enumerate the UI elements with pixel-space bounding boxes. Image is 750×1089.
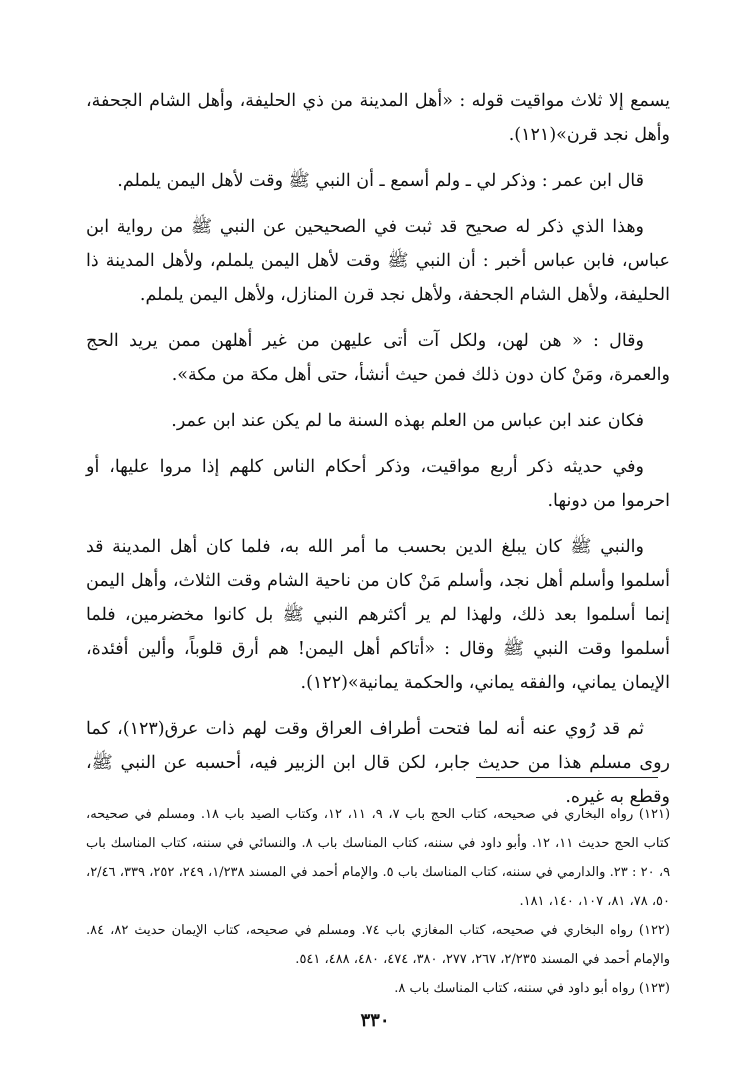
- footnote-121: (١٢١) رواه البخاري في صحيحه، كتاب الحج باب ٧، ٩، ١١، ١٢، وكتاب الصيد باب ١٨. ومسلم في صحيحه، كتاب الحج حديث ١١، ١٢. وأبو داود في سننه، كتاب المناسك باب ٨. والنسائي في سننه، كتاب المناسك باب ٩، ٢٠ : ٢٣. والدارمي في سننه، كتاب المناسك باب ٥. والإمام أحمد في المسند ١/٢٣٨، ٢٤٩، ٢٥٢، ٣٣٩، ٢/٤٦، ٥٠، ٧٨، ٨١، ١٠٧، ١٤٠، ١٨١.: [86, 807, 671, 909]
- footnote-divider: [476, 777, 658, 778]
- paragraph: فكان عند ابن عباس من العلم بهذه السنة ما لم يكن عند ابن عمر.: [171, 411, 644, 431]
- paragraph: ثم قد رُوي عنه أنه لما فتحت أطراف العراق وقت لهم ذات عرق(١٢٣)، كما روى مسلم هذا من حديث جابر، لكن قال ابن الزبير فيه، أحسبه عن النبي ﷺ، وقطع به غيره.: [86, 719, 670, 807]
- footnotes: [86, 800, 670, 1003]
- paragraph: وفي حديثه ذكر أربع مواقيت، وذكر أحكام الناس كلهم إذا مروا عليها، أو احرموا من دونها.: [86, 457, 670, 511]
- footnote-123: (١٢٣) رواه أبو داود في سننه، كتاب المناسك باب ٨.: [394, 981, 670, 996]
- page-number: ٣٣٠: [360, 1010, 390, 1031]
- main-text: [86, 84, 670, 826]
- paragraph: وهذا الذي ذكر له صحيح قد ثبت في الصحيحين عن النبي ﷺ من رواية ابن عباس، فابن عباس أخبر : أن النبي ﷺ وقت لأهل اليمن يلملم، ولأهل المدينة ذا الحليفة، ولأهل الشام الجحفة، ولأهل نجد قرن المنازل، ولأهل اليمن يلملم.: [86, 217, 670, 305]
- paragraph: والنبي ﷺ كان يبلغ الدين بحسب ما أمر الله به، فلما كان أهل المدينة قد أسلموا وأسلم أهل نجد، وأسلم مَنْ كان من ناحية الشام وقت الثلاث، وأهل اليمن إنما أسلموا بعد ذلك، ولهذا لم ير أكثرهم النبي ﷺ بل كانوا مخضرمين، فلما أسلموا وقت النبي ﷺ وقال : «أتاكم أهل اليمن! هم أرق قلوباً، وألين أفئدة، الإيمان يماني، والفقه يماني، والحكمة يمانية»(١٢٢).: [86, 537, 670, 693]
- paragraph: قال ابن عمر : وذكر لي ـ ولم أسمع ـ أن النبي ﷺ وقت لأهل اليمن يلملم.: [117, 171, 644, 191]
- footnote-122: (١٢٢) رواه البخاري في صحيحه، كتاب المغازي باب ٧٤. ومسلم في صحيحه، كتاب الإيمان حديث ٨٢، ٨٤. والإمام أحمد في المسند ٢/٢٣٥، ٢٦٧، ٢٧٧، ٣٨٠، ٤٧٤، ٤٨٠، ٤٨٨، ٥٤١.: [86, 923, 670, 967]
- paragraph: وقال : « هن لهن، ولكل آت أتى عليهن من غير أهلهن ممن يريد الحج والعمرة، ومَنْ كان دون ذلك فمن حيث أنشأ، حتى أهل مكة من مكة».: [86, 331, 670, 385]
- paragraph: يسمع إلا ثلاث مواقيت قوله : «أهل المدينة من ذي الحليفة، وأهل الشام الجحفة، وأهل نجد قرن»(١٢١).: [86, 91, 670, 145]
